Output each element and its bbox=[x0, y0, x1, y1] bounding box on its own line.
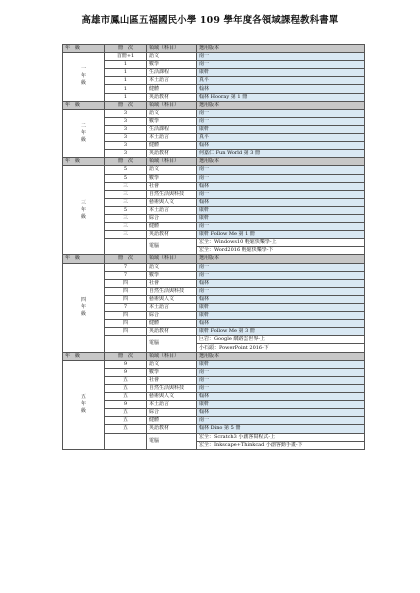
term-cell-empty bbox=[105, 336, 147, 352]
header-grade: 年 級 bbox=[63, 45, 105, 53]
publisher-cell: 翰林 bbox=[197, 279, 365, 287]
term-cell: 3 bbox=[105, 109, 147, 117]
domain-cell: 語文 bbox=[147, 166, 197, 174]
domain-cell: 綜合 bbox=[147, 409, 197, 417]
term-cell: 三 bbox=[105, 198, 147, 206]
header-publisher: 選用版本 bbox=[197, 352, 365, 360]
publisher-cell: 康軒 bbox=[197, 69, 365, 77]
domain-cell: 社會 bbox=[147, 182, 197, 190]
publisher-cell: 翰林 Hooray 第 1 冊 bbox=[197, 93, 365, 101]
domain-cell: 英語教材 bbox=[147, 150, 197, 158]
table-row bbox=[63, 231, 365, 239]
header-domain: 領域（科目） bbox=[147, 101, 197, 109]
domain-cell: 數學 bbox=[147, 61, 197, 69]
domain-cell: 健體 bbox=[147, 85, 197, 93]
term-cell: 7 bbox=[105, 263, 147, 271]
table-row bbox=[63, 263, 365, 271]
publisher-cell: 翰林 bbox=[197, 198, 365, 206]
domain-cell: 藝術與人文 bbox=[147, 393, 197, 401]
domain-cell: 語文 bbox=[147, 53, 197, 61]
domain-cell: 英語教材 bbox=[147, 328, 197, 336]
term-cell: 3 bbox=[105, 117, 147, 125]
table-row bbox=[63, 182, 365, 190]
term-cell: 五 bbox=[105, 376, 147, 384]
grade-label: 二 年 級 bbox=[63, 109, 105, 158]
table-row bbox=[63, 393, 365, 401]
computer-note-2: 宏全：Inkscape+Thinkcad 小創客動手畫-下 bbox=[197, 441, 365, 449]
publisher-cell: 康軒 bbox=[197, 125, 365, 133]
header-publisher: 選用版本 bbox=[197, 45, 365, 53]
domain-cell: 自然生活與科技 bbox=[147, 190, 197, 198]
table-row bbox=[63, 69, 365, 77]
header-publisher: 選用版本 bbox=[197, 255, 365, 263]
header-domain: 領域（科目） bbox=[147, 45, 197, 53]
header-term: 冊 次 bbox=[105, 45, 147, 53]
table-row bbox=[63, 312, 365, 320]
domain-cell: 健體 bbox=[147, 223, 197, 231]
header-domain: 領域（科目） bbox=[147, 158, 197, 166]
publisher-cell: 康軒 Follow Me 第 3 冊 bbox=[197, 328, 365, 336]
term-cell-empty bbox=[105, 239, 147, 255]
header-domain: 領域（科目） bbox=[147, 255, 197, 263]
computer-row bbox=[63, 239, 365, 247]
header-term: 冊 次 bbox=[105, 255, 147, 263]
table-row bbox=[63, 109, 365, 117]
term-cell: 7 bbox=[105, 304, 147, 312]
publisher-cell: 康軒 bbox=[197, 401, 365, 409]
publisher-cell: 南一 bbox=[197, 61, 365, 69]
publisher-cell: 南一 bbox=[197, 417, 365, 425]
header-domain: 領域（科目） bbox=[147, 352, 197, 360]
table-row bbox=[63, 304, 365, 312]
domain-cell: 社會 bbox=[147, 279, 197, 287]
header-term: 冊 次 bbox=[105, 352, 147, 360]
publisher-cell: 南一 bbox=[197, 384, 365, 392]
table-row bbox=[63, 77, 365, 85]
header-row bbox=[63, 352, 365, 360]
table-row bbox=[63, 279, 365, 287]
header-grade: 年 級 bbox=[63, 352, 105, 360]
domain-cell: 英語教材 bbox=[147, 425, 197, 433]
grade-label: 三 年 級 bbox=[63, 166, 105, 255]
term-cell: 9 bbox=[105, 368, 147, 376]
domain-cell: 語文 bbox=[147, 360, 197, 368]
term-cell: 3 bbox=[105, 150, 147, 158]
table-row bbox=[63, 384, 365, 392]
table-row bbox=[63, 198, 365, 206]
domain-cell: 健體 bbox=[147, 320, 197, 328]
header-term: 冊 次 bbox=[105, 158, 147, 166]
domain-cell: 語文 bbox=[147, 109, 197, 117]
publisher-cell: 南一 bbox=[197, 166, 365, 174]
publisher-cell: 翰林 bbox=[197, 295, 365, 303]
publisher-cell: 南一 bbox=[197, 287, 365, 295]
page-title: 高雄市鳳山區五福國民小學 109 學年度各領域課程教科書單 bbox=[81, 15, 339, 26]
domain-cell: 本土語言 bbox=[147, 134, 197, 142]
header-grade: 年 級 bbox=[63, 158, 105, 166]
computer-note-1: 巨岩：Google 網路雲世界-上 bbox=[197, 336, 365, 344]
table-row bbox=[63, 401, 365, 409]
domain-cell: 語文 bbox=[147, 263, 197, 271]
domain-cell: 綜合 bbox=[147, 312, 197, 320]
textbook-table bbox=[62, 44, 365, 450]
domain-cell: 本土語言 bbox=[147, 206, 197, 214]
domain-cell: 英語教材 bbox=[147, 231, 197, 239]
computer-note-1: 宏全：Scratch3 小創客寫程式-上 bbox=[197, 433, 365, 441]
publisher-cell: 南一 bbox=[197, 223, 365, 231]
table-row bbox=[63, 214, 365, 222]
domain-cell: 本土語言 bbox=[147, 77, 197, 85]
term-cell: 7 bbox=[105, 271, 147, 279]
publisher-cell: 翰林 bbox=[197, 182, 365, 190]
publisher-cell: 南一 bbox=[197, 190, 365, 198]
publisher-cell: 康軒 bbox=[197, 312, 365, 320]
publisher-cell: 康軒 bbox=[197, 304, 365, 312]
table-row bbox=[63, 320, 365, 328]
grade-label: 一 年 級 bbox=[63, 53, 105, 102]
table-row bbox=[63, 174, 365, 182]
publisher-cell: 南一 bbox=[197, 174, 365, 182]
table-row bbox=[63, 360, 365, 368]
term-cell: 三 bbox=[105, 231, 147, 239]
computer-domain-cell: 電腦 bbox=[147, 239, 197, 255]
table-row bbox=[63, 150, 365, 158]
term-cell: 五 bbox=[105, 417, 147, 425]
term-cell: 1 bbox=[105, 85, 147, 93]
term-cell: 3 bbox=[105, 125, 147, 133]
term-cell: 首冊+1 bbox=[105, 53, 147, 61]
domain-cell: 生活課程 bbox=[147, 69, 197, 77]
grade-label: 四 年 級 bbox=[63, 263, 105, 352]
domain-cell: 生活課程 bbox=[147, 125, 197, 133]
publisher-cell: 南一 bbox=[197, 117, 365, 125]
domain-cell: 藝術與人文 bbox=[147, 295, 197, 303]
table-row bbox=[63, 93, 365, 101]
domain-cell: 社會 bbox=[147, 376, 197, 384]
term-cell: 四 bbox=[105, 295, 147, 303]
computer-note-2: 小石頭：PowerPoint 2016-下 bbox=[197, 344, 365, 352]
term-cell: 三 bbox=[105, 223, 147, 231]
table-row bbox=[63, 223, 365, 231]
table-row bbox=[63, 287, 365, 295]
term-cell: 四 bbox=[105, 279, 147, 287]
publisher-cell: 翰林 Dino 第 5 冊 bbox=[197, 425, 365, 433]
computer-note-2: 宏全：Word2016 輕鬆快樂學-下 bbox=[197, 247, 365, 255]
header-row bbox=[63, 255, 365, 263]
table-row bbox=[63, 328, 365, 336]
term-cell: 9 bbox=[105, 401, 147, 409]
table-row bbox=[63, 376, 365, 384]
term-cell: 四 bbox=[105, 328, 147, 336]
domain-cell: 英語教材 bbox=[147, 93, 197, 101]
header-grade: 年 級 bbox=[63, 255, 105, 263]
table-row bbox=[63, 125, 365, 133]
publisher-cell: 康軒 bbox=[197, 206, 365, 214]
table-row bbox=[63, 295, 365, 303]
table-row bbox=[63, 142, 365, 150]
term-cell-empty bbox=[105, 433, 147, 449]
publisher-cell: 南一 bbox=[197, 53, 365, 61]
header-publisher: 選用版本 bbox=[197, 101, 365, 109]
table-row bbox=[63, 190, 365, 198]
term-cell: 9 bbox=[105, 360, 147, 368]
term-cell: 五 bbox=[105, 409, 147, 417]
term-cell: 三 bbox=[105, 214, 147, 222]
domain-cell: 數學 bbox=[147, 117, 197, 125]
table-row bbox=[63, 85, 365, 93]
domain-cell: 本土語言 bbox=[147, 304, 197, 312]
publisher-cell: 康軒 bbox=[197, 360, 365, 368]
publisher-cell: 康軒 Follow Me 第 1 冊 bbox=[197, 231, 365, 239]
term-cell: 三 bbox=[105, 182, 147, 190]
publisher-cell: 康軒 bbox=[197, 214, 365, 222]
publisher-cell: 翰林 bbox=[197, 85, 365, 93]
publisher-cell: 翰林 bbox=[197, 142, 365, 150]
domain-cell: 健體 bbox=[147, 417, 197, 425]
table-row bbox=[63, 425, 365, 433]
term-cell: 5 bbox=[105, 166, 147, 174]
term-cell: 3 bbox=[105, 142, 147, 150]
publisher-cell: 南一 bbox=[197, 263, 365, 271]
term-cell: 1 bbox=[105, 93, 147, 101]
publisher-cell: 翰林 bbox=[197, 320, 365, 328]
publisher-cell: 真平 bbox=[197, 77, 365, 85]
term-cell: 四 bbox=[105, 287, 147, 295]
header-row bbox=[63, 45, 365, 53]
computer-note-1: 宏全：Windows10 輕鬆快樂學-上 bbox=[197, 239, 365, 247]
table-row bbox=[63, 206, 365, 214]
term-cell: 四 bbox=[105, 312, 147, 320]
domain-cell: 綜合 bbox=[147, 214, 197, 222]
publisher-cell: 何嘉仁 Fun World 第 3 冊 bbox=[197, 150, 365, 158]
grade-label: 五 年 級 bbox=[63, 360, 105, 449]
computer-domain-cell: 電腦 bbox=[147, 433, 197, 449]
table-row bbox=[63, 134, 365, 142]
term-cell: 1 bbox=[105, 61, 147, 69]
table-row bbox=[63, 53, 365, 61]
domain-cell: 健體 bbox=[147, 142, 197, 150]
domain-cell: 藝術與人文 bbox=[147, 198, 197, 206]
term-cell: 五 bbox=[105, 384, 147, 392]
computer-row bbox=[63, 336, 365, 344]
term-cell: 1 bbox=[105, 77, 147, 85]
table-row bbox=[63, 166, 365, 174]
publisher-cell: 翰林 bbox=[197, 409, 365, 417]
header-row bbox=[63, 101, 365, 109]
publisher-cell: 南一 bbox=[197, 368, 365, 376]
term-cell: 5 bbox=[105, 174, 147, 182]
term-cell: 三 bbox=[105, 190, 147, 198]
publisher-cell: 翰林 bbox=[197, 393, 365, 401]
term-cell: 1 bbox=[105, 69, 147, 77]
term-cell: 3 bbox=[105, 134, 147, 142]
domain-cell: 數學 bbox=[147, 368, 197, 376]
domain-cell: 本土語言 bbox=[147, 401, 197, 409]
term-cell: 5 bbox=[105, 206, 147, 214]
domain-cell: 數學 bbox=[147, 174, 197, 182]
computer-domain-cell: 電腦 bbox=[147, 336, 197, 352]
domain-cell: 數學 bbox=[147, 271, 197, 279]
table-row bbox=[63, 271, 365, 279]
header-publisher: 選用版本 bbox=[197, 158, 365, 166]
publisher-cell: 南一 bbox=[197, 271, 365, 279]
publisher-cell: 真平 bbox=[197, 134, 365, 142]
publisher-cell: 南一 bbox=[197, 376, 365, 384]
table-row bbox=[63, 117, 365, 125]
computer-row bbox=[63, 433, 365, 441]
table-row bbox=[63, 417, 365, 425]
table-row bbox=[63, 368, 365, 376]
domain-cell: 自然生活與科技 bbox=[147, 384, 197, 392]
header-row bbox=[63, 158, 365, 166]
table-row bbox=[63, 61, 365, 69]
header-grade: 年 級 bbox=[63, 101, 105, 109]
term-cell: 五 bbox=[105, 425, 147, 433]
term-cell: 五 bbox=[105, 393, 147, 401]
table-row bbox=[63, 409, 365, 417]
publisher-cell: 南一 bbox=[197, 109, 365, 117]
term-cell: 四 bbox=[105, 320, 147, 328]
domain-cell: 自然生活與科技 bbox=[147, 287, 197, 295]
header-term: 冊 次 bbox=[105, 101, 147, 109]
